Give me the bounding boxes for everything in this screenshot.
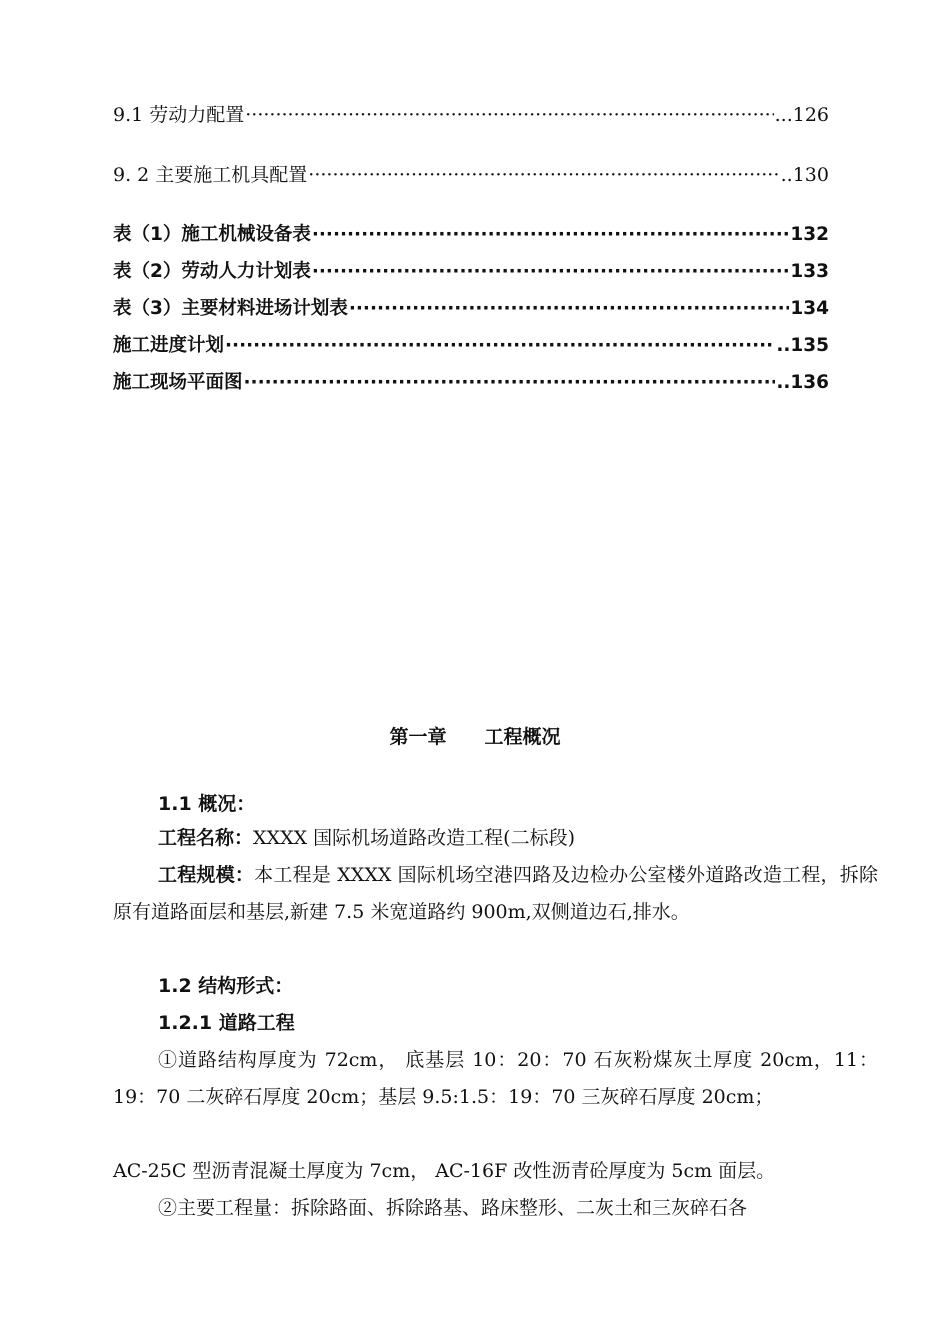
toc-entry-page: 132	[790, 224, 829, 245]
toc-entry-page: ..135	[776, 335, 829, 356]
section-heading-1-2: 1.2 结构形式：	[158, 975, 294, 997]
project-scale	[113, 857, 878, 931]
body-paragraph: ①道路结构厚度为 72cm， 底基层 10：20：70 石灰粉煤灰土厚度 20cm，11：19：70 二灰碎石厚度 20cm；基层 9.5:1.5：19：70 三灰碎石厚度 20cm；	[113, 1049, 878, 1108]
chapter-number: 第一章	[389, 726, 447, 748]
chapter-title: 工程概况	[484, 726, 561, 748]
toc-entry-label: 表（1）施工机械设备表	[113, 224, 311, 245]
toc-entry-label: 施工进度计划	[113, 335, 225, 356]
project-name-value: XXXX 国际机场道路改造工程(二标段)	[253, 827, 575, 849]
project-name	[113, 820, 878, 857]
toc-entry[interactable]	[113, 160, 829, 187]
toc-leader	[308, 164, 779, 186]
toc-entry-label: 表（3）主要材料进场计划表	[113, 298, 348, 319]
toc-entry[interactable]	[113, 257, 829, 283]
toc-entry[interactable]	[113, 294, 829, 320]
toc-leader	[312, 224, 790, 245]
toc-entry-page: 133	[790, 261, 829, 282]
toc-leader	[245, 104, 773, 126]
toc-entry-label: 施工现场平面图	[113, 372, 243, 393]
toc-leader	[225, 335, 775, 356]
section-heading-1-1: 1.1 概况：	[158, 793, 256, 815]
toc-entry-page: 134	[790, 298, 829, 319]
toc-entry-page: ..130	[780, 164, 829, 186]
project-scale-value: 本工程是 XXXX 国际机场空港四路及边检办公室楼外道路改造工程，拆除原有道路面层和基层,新建 7.5 米宽道路约 900m,双侧道边石,排水。	[113, 864, 878, 923]
toc-entry[interactable]	[113, 368, 829, 394]
toc-leader	[244, 372, 776, 393]
toc-entry-label: 9.1 劳动力配置	[113, 104, 245, 126]
body-paragraph: AC-25C 型沥青混凝土厚度为 7cm， AC-16F 改性沥青砼厚度为 5cm 面层。	[113, 1160, 776, 1182]
section-heading-1-2-1: 1.2.1 道路工程	[158, 1012, 295, 1034]
toc-entry-label: 表（2）劳动人力计划表	[113, 261, 311, 282]
project-scale-label: 工程规模：	[158, 864, 255, 886]
toc-leader	[312, 261, 790, 282]
toc-entry-page: ..136	[776, 372, 829, 393]
body-paragraph: ②主要工程量：拆除路面、拆除路基、路床整形、二灰土和三灰碎石各	[158, 1197, 748, 1219]
chapter-heading	[0, 722, 950, 749]
toc-entry[interactable]	[113, 331, 829, 357]
toc-entry[interactable]	[113, 100, 829, 127]
project-name-label: 工程名称：	[158, 827, 254, 849]
toc-entry-label: 9. 2 主要施工机具配置	[113, 164, 308, 186]
toc-entry-page: ...126	[774, 104, 829, 126]
toc-entry[interactable]	[113, 220, 829, 246]
toc-leader	[349, 298, 790, 319]
